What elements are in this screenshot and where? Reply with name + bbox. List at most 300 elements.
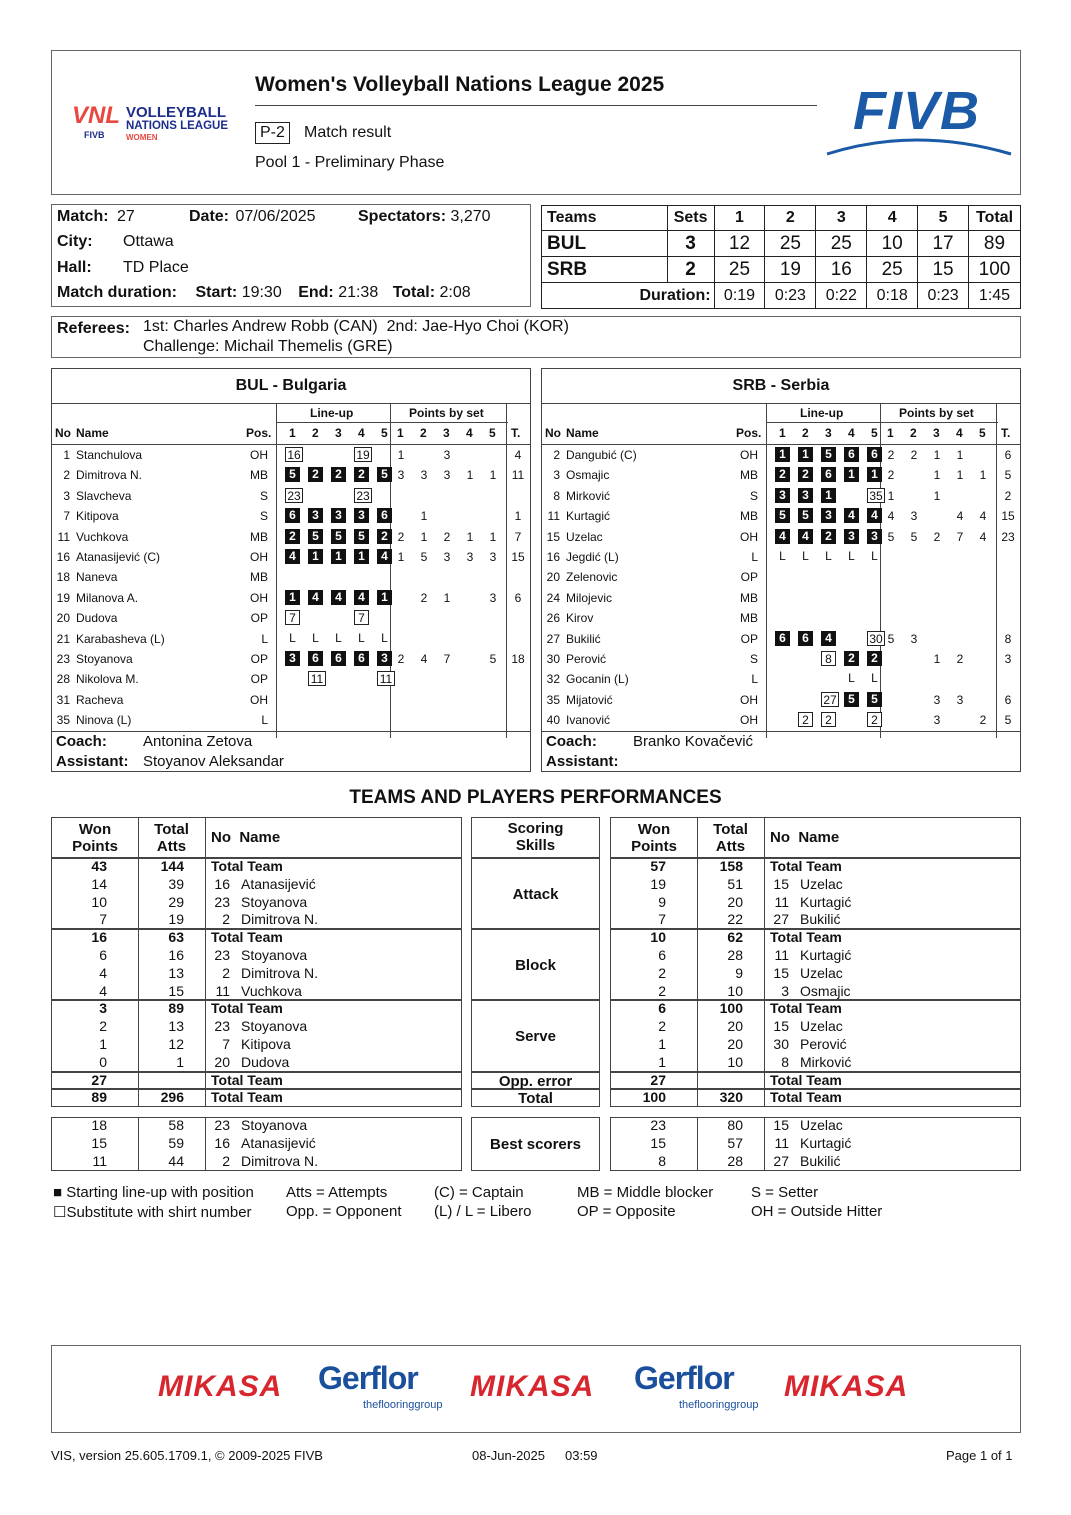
set-points: 7 bbox=[956, 529, 964, 544]
stat-row bbox=[611, 894, 1020, 912]
end-label: End: bbox=[298, 284, 334, 301]
player-row bbox=[542, 465, 1020, 485]
total-atts: 39 bbox=[168, 875, 184, 892]
player-no: 20 bbox=[214, 1053, 230, 1070]
page-title: Women's Volleyball Nations League 2025 bbox=[255, 73, 665, 96]
set-points: 3 bbox=[910, 509, 918, 524]
won-points: 57 bbox=[650, 858, 666, 874]
performance-header bbox=[51, 817, 462, 858]
player-number: 2 bbox=[553, 448, 560, 462]
legend-item: ■ Starting line-up with position bbox=[53, 1184, 254, 1201]
lineup-cell: 5 bbox=[285, 467, 300, 482]
stat-row bbox=[52, 911, 461, 929]
lineup-cell: 4 bbox=[821, 631, 836, 646]
sets-header: 4 bbox=[867, 206, 918, 231]
set-points: 1 bbox=[397, 550, 405, 564]
legend-item: (C) = Captain bbox=[434, 1184, 524, 1201]
won-points: 100 bbox=[642, 1089, 666, 1106]
set-points: 1 bbox=[887, 488, 895, 503]
lineup-cell: 3 bbox=[867, 529, 882, 544]
player-row bbox=[52, 445, 530, 465]
referees-line2: Challenge: Michail Themelis (GRE) bbox=[143, 338, 393, 355]
won-points: 7 bbox=[99, 911, 107, 928]
legend-item: Atts = Attempts bbox=[286, 1184, 388, 1201]
lineup-cell: 1 bbox=[285, 590, 300, 605]
stat-block bbox=[51, 929, 462, 1000]
player-name: Bukilić bbox=[800, 911, 841, 928]
lineup-cell: 6 bbox=[821, 467, 836, 482]
lineup-cell: 30 bbox=[867, 631, 885, 646]
points-header: Points by set bbox=[899, 406, 974, 420]
won-points: 27 bbox=[650, 1071, 666, 1088]
set-points: 3 bbox=[443, 448, 451, 462]
player-name: Osmajic bbox=[566, 468, 610, 483]
set-score: 15 bbox=[918, 257, 969, 283]
player-no: 30 bbox=[773, 1035, 789, 1052]
player-name: Ninova (L) bbox=[76, 713, 132, 728]
player-position: S bbox=[749, 652, 758, 666]
player-total-points: 1 bbox=[514, 509, 522, 524]
player-total-points: 15 bbox=[511, 550, 525, 564]
player-position: S bbox=[259, 509, 268, 524]
set-points: 3 bbox=[420, 468, 428, 483]
sets-header: 2 bbox=[765, 206, 816, 231]
won-points: 6 bbox=[658, 946, 666, 963]
set-points: 1 bbox=[489, 468, 497, 483]
header-subline bbox=[276, 422, 508, 423]
set-points: 5 bbox=[420, 550, 428, 564]
player-no: 23 bbox=[214, 893, 230, 910]
player-no: 23 bbox=[214, 1018, 230, 1035]
total-atts: 320 bbox=[719, 1089, 743, 1106]
city-label: City: bbox=[57, 233, 93, 250]
player-position: L bbox=[261, 713, 268, 728]
total-atts: 28 bbox=[727, 946, 743, 963]
sets-header: 5 bbox=[918, 206, 969, 231]
legend-item: ☐Substitute with shirt number bbox=[53, 1204, 252, 1221]
legend-item: (L) / L = Libero bbox=[434, 1203, 532, 1220]
legend-item: OP = Opposite bbox=[577, 1203, 676, 1220]
gerflor-logo: Gerflor bbox=[318, 1360, 418, 1396]
set-points: 1 bbox=[397, 448, 405, 462]
set-points: 4 bbox=[420, 652, 428, 666]
lineup-cell: 5 bbox=[775, 508, 790, 523]
stat-row bbox=[52, 1089, 461, 1107]
points-set-header: 5 bbox=[979, 426, 986, 440]
lineup-set-header: 1 bbox=[779, 426, 786, 440]
player-name: Kitipova bbox=[241, 1035, 291, 1052]
lineup-cell: 5 bbox=[844, 692, 859, 707]
lineup-cell: 6 bbox=[285, 508, 300, 523]
won-points: 4 bbox=[99, 964, 107, 981]
stat-row bbox=[611, 1135, 1020, 1153]
lineup-cell: 7 bbox=[285, 610, 300, 625]
player-position: MB bbox=[740, 590, 758, 605]
stat-row bbox=[611, 1036, 1020, 1054]
skill-opp-error bbox=[471, 1072, 600, 1090]
points-set-header: 3 bbox=[443, 426, 450, 440]
player-name: Kurtagić bbox=[566, 509, 611, 524]
player-name: Total Team bbox=[211, 1071, 283, 1088]
player-row bbox=[52, 649, 530, 669]
player-position: MB bbox=[740, 468, 758, 483]
set-score: 19 bbox=[765, 257, 816, 283]
lineup-cell: 23 bbox=[285, 488, 303, 503]
lineup-cell: 1 bbox=[308, 549, 323, 564]
player-name: Racheva bbox=[76, 692, 124, 707]
player-position: OH bbox=[250, 590, 268, 605]
gerflor-logo: Gerflor bbox=[634, 1360, 734, 1396]
player-total-points: 8 bbox=[1004, 631, 1012, 646]
player-position: MB bbox=[250, 570, 268, 585]
won-points: 0 bbox=[99, 1053, 107, 1070]
duration-label: Match duration: bbox=[57, 284, 177, 301]
lineup-cell: 5 bbox=[331, 529, 346, 544]
lineup-cell: 3 bbox=[844, 529, 859, 544]
fivb-swoosh-icon bbox=[825, 132, 1013, 158]
lineup-cell: L bbox=[848, 549, 855, 563]
sets-won: 2 bbox=[667, 257, 714, 283]
player-name: Slavcheva bbox=[76, 488, 132, 503]
set-points: 2 bbox=[420, 590, 428, 605]
player-row bbox=[52, 669, 530, 689]
player-position: MB bbox=[740, 509, 758, 524]
lineup-set-header: 2 bbox=[802, 426, 809, 440]
won-points: 19 bbox=[650, 875, 666, 892]
sets-header: Total bbox=[969, 206, 1021, 231]
lineup-cell: 4 bbox=[377, 549, 392, 564]
set-duration: 0:18 bbox=[867, 283, 918, 309]
total-atts: 158 bbox=[719, 858, 743, 874]
lineup-cell: 5 bbox=[867, 692, 882, 707]
match-label: Match: bbox=[57, 208, 109, 225]
player-row bbox=[52, 710, 530, 730]
won-points: 18 bbox=[91, 1117, 107, 1134]
total-atts: 12 bbox=[168, 1035, 184, 1052]
set-points: 1 bbox=[466, 468, 474, 483]
player-name: Milanova A. bbox=[76, 590, 139, 605]
stat-row bbox=[611, 1153, 1020, 1171]
set-score: 10 bbox=[867, 231, 918, 257]
lineup-cell: 2 bbox=[775, 467, 790, 482]
won-points: 15 bbox=[650, 1134, 666, 1151]
no-name-header: No Name bbox=[211, 829, 281, 846]
won-points: 2 bbox=[99, 1018, 107, 1035]
hall-label: Hall: bbox=[57, 259, 92, 276]
skill-label: Total bbox=[518, 1090, 553, 1108]
player-name: Stoyanova bbox=[241, 946, 308, 963]
sets-row-srb bbox=[542, 257, 1021, 283]
won-points: 43 bbox=[91, 858, 107, 874]
lineup-cell: L bbox=[335, 630, 342, 645]
player-total-points: 6 bbox=[1004, 692, 1012, 707]
city-value: Ottawa bbox=[123, 233, 174, 250]
stat-row bbox=[52, 1036, 461, 1054]
lineup-set-header: 2 bbox=[312, 426, 319, 440]
won-points: 2 bbox=[658, 982, 666, 999]
set-points: 2 bbox=[397, 529, 405, 544]
stat-row bbox=[52, 1000, 461, 1018]
won-points: 9 bbox=[658, 893, 666, 910]
player-no: 23 bbox=[214, 1117, 230, 1134]
player-position: MB bbox=[740, 611, 758, 626]
player-name: Kurtagić bbox=[800, 893, 852, 910]
won-points: 15 bbox=[91, 1134, 107, 1151]
player-name: Total Team bbox=[770, 929, 842, 946]
vnl-line1: VOLLEYBALL bbox=[126, 104, 226, 121]
won-points: 2 bbox=[658, 964, 666, 981]
hall-row bbox=[57, 259, 189, 277]
assistant-label: Assistant: bbox=[546, 753, 619, 770]
start-label: Start: bbox=[195, 284, 238, 301]
set-points: 1 bbox=[933, 468, 941, 483]
player-number: 27 bbox=[546, 631, 560, 646]
player-row bbox=[542, 608, 1020, 628]
end-time: 21:38 bbox=[338, 284, 379, 301]
player-name: Total Team bbox=[211, 1000, 283, 1017]
player-number: 15 bbox=[546, 529, 560, 544]
player-no: 23 bbox=[214, 946, 230, 963]
set-points: 2 bbox=[979, 713, 987, 728]
set-points: 4 bbox=[979, 509, 987, 524]
pos-header: Pos. bbox=[736, 426, 762, 440]
mikasa-logo: MIKASA bbox=[784, 1370, 909, 1403]
lineup-cell: 6 bbox=[798, 631, 813, 646]
total-atts: 80 bbox=[727, 1117, 743, 1134]
won-points: 4 bbox=[99, 982, 107, 999]
stat-row bbox=[52, 894, 461, 912]
coach-divider bbox=[52, 731, 530, 732]
gerflor-tagline: theflooringgroup bbox=[363, 1399, 443, 1411]
lineup-cell: L bbox=[779, 549, 786, 563]
player-name: Stoyanova bbox=[76, 652, 133, 666]
total-atts: 144 bbox=[160, 858, 184, 874]
set-points: 1 bbox=[466, 529, 474, 544]
total-atts: 100 bbox=[719, 1000, 743, 1017]
skills-header-line2: Skills bbox=[515, 837, 556, 854]
points-header: Points by set bbox=[409, 406, 484, 420]
lineup-cell: 2 bbox=[285, 529, 300, 544]
lineup-cell: 5 bbox=[821, 447, 836, 462]
set-points: 7 bbox=[443, 652, 451, 666]
legend-item: OH = Outside Hitter bbox=[751, 1203, 883, 1220]
lineup-cell: 3 bbox=[798, 488, 813, 503]
stat-row bbox=[611, 876, 1020, 894]
player-no: 11 bbox=[774, 1134, 789, 1151]
skill-label: Opp. error bbox=[498, 1072, 573, 1090]
player-number: 20 bbox=[546, 570, 560, 585]
player-row bbox=[542, 445, 1020, 465]
player-number: 26 bbox=[546, 611, 560, 626]
won-points: 89 bbox=[91, 1089, 107, 1106]
player-position: OP bbox=[250, 672, 268, 687]
player-name: Stanchulova bbox=[76, 448, 143, 462]
player-number: 35 bbox=[546, 692, 560, 707]
vnl-line2: NATIONS LEAGUE bbox=[126, 120, 229, 132]
player-row bbox=[542, 486, 1020, 506]
player-position: S bbox=[259, 488, 268, 503]
lineup-cell: 4 bbox=[844, 508, 859, 523]
total-header: Total bbox=[713, 821, 748, 838]
legend-item: MB = Middle blocker bbox=[577, 1184, 714, 1201]
player-position: OH bbox=[740, 448, 758, 462]
lineup-cell: 2 bbox=[867, 712, 882, 727]
player-name: Osmajic bbox=[800, 982, 851, 999]
referees-line1: 1st: Charles Andrew Robb (CAN) 2nd: Jae-Hyo Choi (KOR) bbox=[143, 318, 569, 335]
sets-header: Teams bbox=[542, 206, 668, 231]
stat-row bbox=[52, 947, 461, 965]
set-points: 1 bbox=[956, 468, 964, 483]
player-row bbox=[52, 629, 530, 649]
stat-row bbox=[611, 858, 1020, 876]
lineup-cell: 1 bbox=[844, 467, 859, 482]
date-label: Date: bbox=[189, 208, 230, 225]
lineup-cell: 16 bbox=[285, 447, 303, 462]
lineup-cell: 11 bbox=[377, 671, 395, 686]
player-no: 16 bbox=[214, 875, 230, 892]
player-name: Perović bbox=[566, 652, 607, 666]
player-position: OP bbox=[740, 570, 758, 585]
stat-row bbox=[611, 911, 1020, 929]
lineup-set-header: 4 bbox=[848, 426, 855, 440]
total-atts: 10 bbox=[727, 982, 743, 999]
player-number: 8 bbox=[553, 488, 560, 503]
player-name: Karabasheva (L) bbox=[76, 631, 165, 646]
coach-label: Coach: bbox=[56, 733, 107, 750]
total-atts: 44 bbox=[168, 1152, 184, 1169]
player-number: 20 bbox=[56, 611, 70, 626]
lineup-cell: 4 bbox=[798, 529, 813, 544]
player-total-points: 6 bbox=[514, 590, 522, 605]
lineup-cell: 3 bbox=[821, 508, 836, 523]
total-atts: 62 bbox=[727, 929, 743, 946]
match-code-badge: P-2 bbox=[255, 122, 290, 144]
player-position: MB bbox=[250, 468, 268, 483]
player-no: 2 bbox=[222, 1152, 230, 1169]
set-points: 3 bbox=[489, 550, 497, 564]
player-total-points: 23 bbox=[1001, 529, 1015, 544]
lineup-set-header: 1 bbox=[289, 426, 296, 440]
lineup-cell: 2 bbox=[377, 529, 392, 544]
total-atts: 20 bbox=[727, 893, 743, 910]
set-points: 3 bbox=[443, 468, 451, 483]
footer-time: 03:59 bbox=[565, 1448, 598, 1463]
won-points: 23 bbox=[650, 1117, 666, 1134]
won-points: 1 bbox=[658, 1035, 666, 1052]
date-row bbox=[189, 208, 316, 226]
referees-label: Referees: bbox=[57, 320, 130, 337]
player-name: Mirković bbox=[566, 488, 610, 503]
won-points: 1 bbox=[658, 1053, 666, 1070]
set-points: 2 bbox=[397, 652, 405, 666]
points-set-header: 3 bbox=[933, 426, 940, 440]
lineup-cell: 4 bbox=[285, 549, 300, 564]
skill-label: Serve bbox=[515, 1028, 556, 1046]
match-type: Match result bbox=[304, 124, 392, 141]
player-no: 15 bbox=[773, 964, 789, 981]
stat-row bbox=[52, 1135, 461, 1153]
set-points: 2 bbox=[956, 652, 964, 666]
player-no: 8 bbox=[781, 1053, 789, 1070]
player-name: Uzelac bbox=[800, 1018, 843, 1035]
lineup-set-header: 5 bbox=[871, 426, 878, 440]
set-points: 2 bbox=[887, 468, 895, 483]
spectators-row bbox=[358, 208, 491, 226]
lineup-header: Line-up bbox=[800, 406, 844, 420]
lineup-cell: 1 bbox=[377, 590, 392, 605]
total-atts: 9 bbox=[735, 964, 743, 981]
player-name: Total Team bbox=[211, 858, 283, 874]
coach-name: Branko Kovačević bbox=[633, 733, 754, 750]
player-no: 15 bbox=[773, 1117, 789, 1134]
player-total-points: 4 bbox=[514, 448, 522, 462]
player-position: OP bbox=[740, 631, 758, 646]
skill-label: Attack bbox=[512, 886, 559, 903]
stat-row bbox=[611, 1117, 1020, 1135]
lineup-cell: 8 bbox=[821, 651, 836, 666]
set-duration: 0:19 bbox=[714, 283, 765, 309]
player-no: 7 bbox=[222, 1035, 230, 1052]
stat-row bbox=[52, 876, 461, 894]
player-name: Perović bbox=[800, 1035, 847, 1052]
skill-label: Block bbox=[515, 957, 556, 975]
skill-serve bbox=[471, 1000, 600, 1071]
player-total-points: 5 bbox=[1004, 468, 1012, 483]
skill-attack bbox=[471, 858, 600, 929]
stat-row bbox=[52, 1153, 461, 1171]
player-name: Atanasijević bbox=[241, 875, 316, 892]
set-points: 5 bbox=[887, 631, 895, 646]
lineup-cell: 3 bbox=[331, 508, 346, 523]
stat-row bbox=[611, 1054, 1020, 1072]
skills-header bbox=[471, 817, 600, 858]
lineup-set-header: 4 bbox=[358, 426, 365, 440]
lineup-cell: 5 bbox=[798, 508, 813, 523]
player-number: 11 bbox=[57, 529, 70, 544]
player-position: OP bbox=[250, 611, 268, 626]
player-no: 16 bbox=[214, 1134, 230, 1151]
lineup-cell: 2 bbox=[821, 529, 836, 544]
player-total-points: 7 bbox=[514, 529, 522, 544]
stat-block bbox=[51, 1000, 462, 1071]
total-label: Total: bbox=[392, 284, 436, 301]
atts-header: Atts bbox=[715, 838, 746, 855]
no-name-header: No Name bbox=[770, 829, 840, 846]
team-title: BUL - Bulgaria bbox=[52, 369, 530, 404]
lineup-set-header: 5 bbox=[381, 426, 388, 440]
player-number: 3 bbox=[553, 468, 560, 483]
player-name: Atanasijević bbox=[241, 1134, 316, 1151]
won-points: 6 bbox=[99, 946, 107, 963]
player-no: 27 bbox=[773, 911, 789, 928]
lineup-cell: L bbox=[825, 549, 832, 563]
player-name: Total Team bbox=[211, 929, 283, 946]
no-header: No bbox=[545, 426, 561, 440]
won-points: 3 bbox=[99, 1000, 107, 1017]
set-points: 4 bbox=[956, 509, 964, 524]
duration-row bbox=[542, 283, 1021, 309]
set-points: 5 bbox=[489, 652, 497, 666]
set-points: 3 bbox=[933, 692, 941, 707]
player-name: Zelenovic bbox=[566, 570, 618, 585]
set-points: 2 bbox=[887, 448, 895, 462]
player-name: Total Team bbox=[770, 858, 842, 874]
set-points: 3 bbox=[397, 468, 405, 483]
player-name: Dimitrova N. bbox=[241, 911, 319, 928]
player-number: 18 bbox=[56, 570, 70, 585]
stat-row bbox=[52, 1054, 461, 1072]
lineup-cell: 7 bbox=[354, 610, 369, 625]
